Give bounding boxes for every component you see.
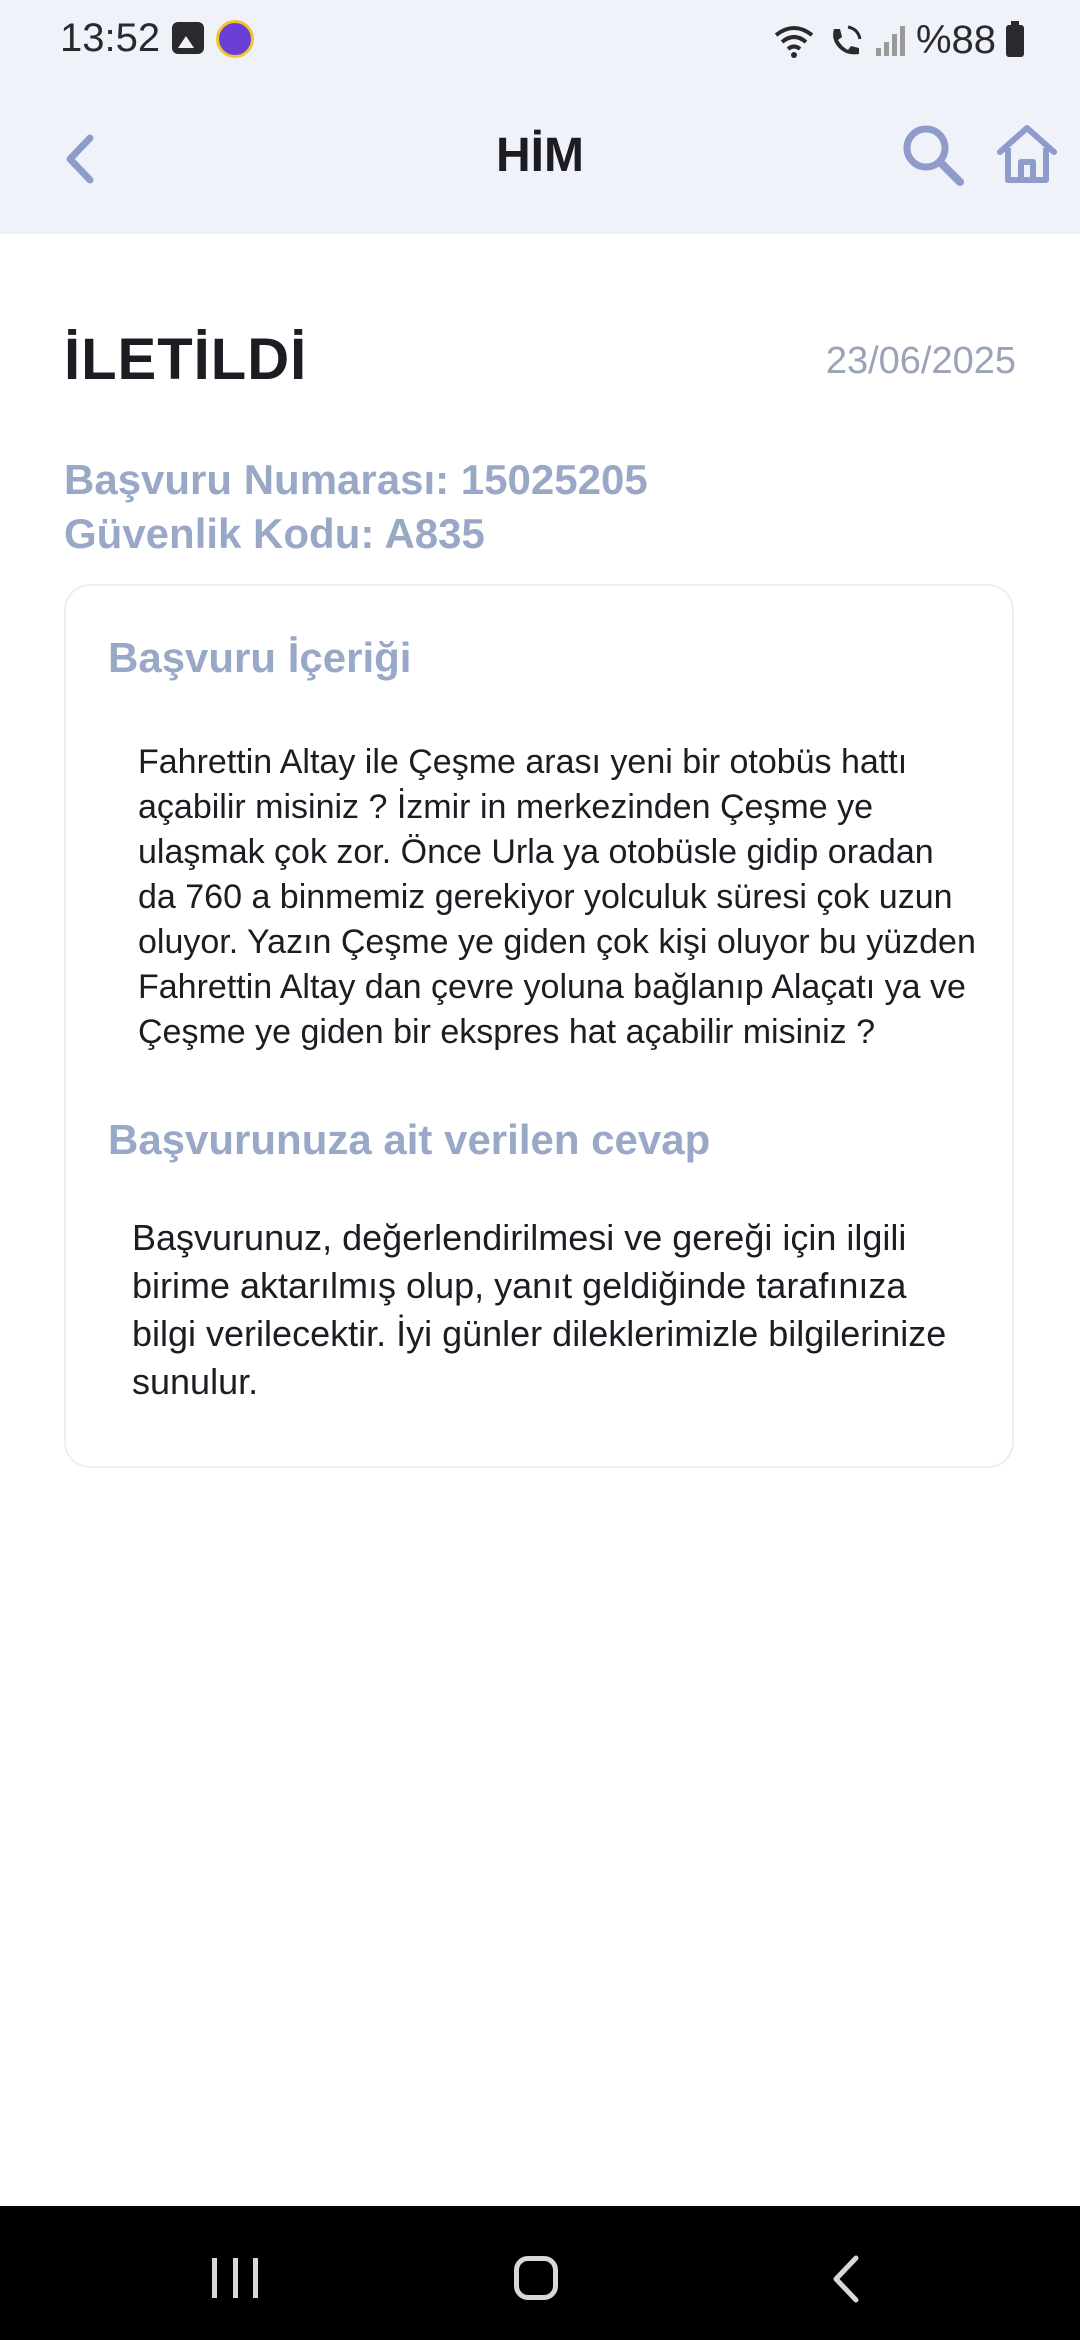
wifi-call-icon bbox=[826, 23, 864, 59]
application-number: Başvuru Numarası: 15025205 bbox=[64, 456, 648, 503]
home-icon[interactable] bbox=[994, 120, 1060, 186]
status-time: 13:52 bbox=[60, 16, 161, 60]
app-notification-icon bbox=[216, 20, 254, 58]
gallery-icon bbox=[172, 22, 204, 54]
response-heading: Başvurunuza ait verilen cevap bbox=[108, 1116, 711, 1163]
search-icon[interactable] bbox=[900, 122, 966, 188]
status-bar bbox=[0, 0, 1080, 80]
battery-icon bbox=[1006, 25, 1024, 57]
response-text: Başvurunuz, değerlendirilmesi ve gereği için ilgili birime aktarılmış olup, yanıt geldiğinde tarafınıza bilgi verilecektir. İyi günler dileklerimizle bilgilerinize sunulur. bbox=[132, 1217, 947, 1402]
system-nav-bar bbox=[0, 2206, 1080, 2340]
application-date: 23/06/2025 bbox=[825, 340, 1016, 382]
battery-percent: %88 bbox=[915, 18, 996, 62]
application-status: İLETİLDİ bbox=[64, 327, 308, 392]
back-icon[interactable] bbox=[822, 2252, 872, 2306]
security-code: Güvenlik Kodu: A835 bbox=[64, 510, 485, 557]
wifi-icon bbox=[772, 23, 816, 59]
home-circle-icon[interactable] bbox=[514, 2256, 558, 2300]
recents-icon[interactable] bbox=[212, 2258, 258, 2298]
app-bar bbox=[0, 80, 1080, 234]
content-heading: Başvuru İçeriği bbox=[108, 634, 412, 681]
application-card bbox=[64, 584, 1014, 1468]
status-right-group bbox=[772, 18, 1024, 63]
page-title: HİM bbox=[496, 129, 584, 182]
signal-icon bbox=[874, 24, 906, 58]
content-text: Fahrettin Altay ile Çeşme arası yeni bir otobüs hattı açabilir misiniz ? İzmir in merkezinden Çeşme ye ulaşmak çok zor. Önce Urla ya otobüsle gidip oradan da 760 a binmemiz gerekiyor yolculuk süresi çok uzun oluyor. Yazın Çeşme ye giden çok kişi oluyor bu yüzden Fahrettin Altay dan çevre yoluna bağlanıp Alaçatı ya ve Çeşme ye giden bir ekspres hat açabilir misiniz ? bbox=[138, 743, 976, 1051]
